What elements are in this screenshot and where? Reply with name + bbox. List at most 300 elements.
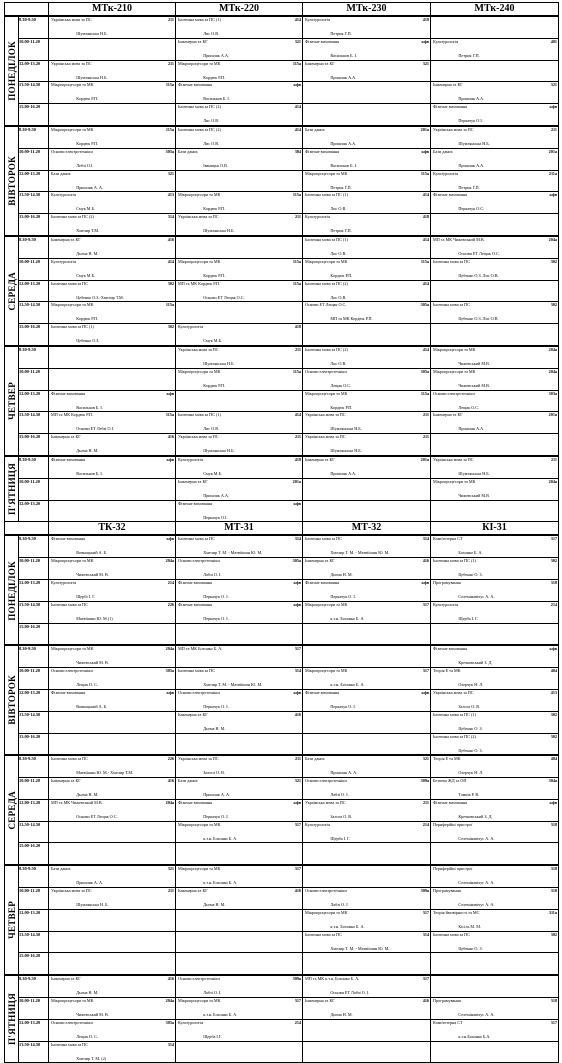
room-number: кфв	[421, 148, 429, 154]
lesson-cell	[176, 456, 303, 478]
subject-name: Іноземна мова за ПС (1)	[178, 18, 221, 22]
lesson-cell	[176, 953, 303, 975]
teacher-name: МП та МК Кордюк Р.П.	[330, 317, 373, 322]
subject-name: Іноземна мова за ПС	[305, 537, 342, 542]
subject-name: Мікропроцесори та МК	[433, 369, 476, 374]
room-number: 418	[294, 324, 301, 330]
time-slot: 13.50-14.50	[19, 82, 49, 104]
subject-name: Мікропроцесори та МК	[305, 910, 348, 915]
subject-name: Культурологія	[178, 1020, 204, 1025]
subject-name: Культурологія	[305, 18, 331, 22]
lesson-row	[5, 148, 559, 170]
teacher-name: Лис О.В.	[330, 207, 347, 212]
timetable-sheet	[4, 2, 558, 1061]
teacher-name: Чижевський М.В.	[458, 493, 490, 498]
room-number: 302	[167, 280, 174, 286]
teacher-name: Кречковський З. Д.	[458, 661, 493, 666]
lesson-cell	[176, 126, 303, 148]
lesson-cell	[49, 38, 176, 60]
room-number: 414	[422, 236, 429, 242]
lesson-row	[5, 689, 559, 711]
lesson-cell	[176, 535, 303, 557]
subject-name: Основи електротехніки	[51, 669, 93, 674]
room-number: 204а	[548, 346, 557, 352]
teacher-name: Щерба І. Г.	[330, 836, 351, 841]
room-number: 416	[422, 998, 429, 1004]
subject-name: Мікропроцесори та МК	[51, 559, 94, 564]
room-number: 115а	[420, 170, 429, 176]
lesson-row	[5, 799, 559, 821]
subject-name: Фізичне виховання	[305, 580, 340, 585]
room-number: 418	[422, 214, 429, 220]
day-label: П'ЯТНИЦЯ	[7, 463, 17, 516]
teacher-name: Селемінавічус А. А.	[458, 836, 495, 841]
subject-name: Інженерна та КГ	[433, 83, 463, 88]
lesson-cell	[431, 104, 559, 126]
teacher-name: Кордюк Р.П.	[330, 273, 353, 278]
subject-name: Іноземна мова за ПС (2)	[305, 281, 348, 286]
time-slot: 12.00-13.20	[19, 60, 49, 82]
room-number: 115а	[292, 258, 301, 264]
subject-name: Інженерна та КГ	[178, 889, 208, 894]
lesson-cell	[176, 82, 303, 104]
teacher-name: Петрик Г.П.	[330, 32, 352, 36]
lesson-cell	[303, 368, 431, 390]
subject-name: Мікропроцесори та МК	[433, 347, 476, 352]
lesson-cell	[431, 821, 559, 843]
room-number: 115а	[292, 280, 301, 286]
lesson-cell	[49, 346, 176, 368]
time-slot: 15.00-16.20	[19, 733, 49, 755]
room-number: 414	[422, 346, 429, 352]
lesson-cell	[176, 843, 303, 865]
lesson-cell	[49, 258, 176, 280]
lesson-cell	[303, 148, 431, 170]
lesson-row	[5, 909, 559, 931]
room-number: 401	[550, 38, 557, 44]
room-number: 318	[550, 866, 557, 872]
time-slot: 10.00-11.20	[19, 258, 49, 280]
room-number: 211	[167, 17, 174, 22]
room-number: 321	[422, 60, 429, 66]
lesson-cell	[303, 1019, 431, 1041]
subject-name: Культурологія	[51, 193, 77, 198]
teacher-name: Перкачук О. І.	[203, 814, 229, 819]
subject-name: Інженерна та КГ	[178, 479, 208, 484]
subject-name: Мікропроцесори та МК	[305, 171, 348, 176]
subject-name: Мікропроцесори та МК	[51, 999, 94, 1004]
teacher-name: Шумлянська Н.Б.	[76, 75, 108, 80]
lesson-cell	[49, 280, 176, 302]
room-number: 314	[422, 536, 429, 542]
lesson-cell	[431, 236, 559, 258]
room-number: 318	[550, 888, 557, 894]
teacher-name: Шумлянська Н.Б.	[203, 449, 235, 454]
lesson-cell	[431, 998, 559, 1020]
subject-name: Іноземна мова за ПС	[51, 281, 88, 286]
room-number: 211а	[548, 170, 557, 176]
lesson-cell	[303, 821, 431, 843]
subject-name: Програмування	[433, 999, 461, 1004]
time-slot: 8.30-9.50	[19, 865, 49, 887]
lesson-cell	[176, 998, 303, 1020]
subject-name: Мікропроцесори та МК	[433, 479, 476, 484]
lesson-cell	[303, 456, 431, 478]
lesson-cell	[176, 888, 303, 910]
lesson-cell	[303, 601, 431, 623]
group-header: КІ-31	[431, 522, 559, 536]
lesson-row	[5, 500, 559, 522]
lesson-row	[5, 579, 559, 601]
teacher-name: Шумлянська Н. Б.	[76, 903, 109, 908]
lesson-row	[5, 888, 559, 910]
lesson-cell	[176, 711, 303, 733]
lesson-cell	[49, 623, 176, 645]
lesson-cell	[176, 192, 303, 214]
room-number: 317	[422, 976, 429, 982]
lesson-cell	[431, 733, 559, 755]
subject-name: Мікропроцесори та МК	[305, 602, 348, 607]
teacher-name: Смук М.Б.	[76, 207, 96, 212]
lesson-cell	[49, 16, 176, 38]
time-slot: 13.50-14.50	[19, 302, 49, 324]
lesson-cell	[49, 60, 176, 82]
lesson-cell	[303, 888, 431, 910]
lesson-cell	[49, 390, 176, 412]
time-slot: 12.00-13.20	[19, 1019, 49, 1041]
lesson-cell	[176, 778, 303, 800]
lesson-cell	[176, 258, 303, 280]
lesson-row	[5, 711, 559, 733]
teacher-name: Лабзі О. І.	[330, 903, 349, 908]
lesson-cell	[176, 214, 303, 236]
subject-name: Інженерна та КГ	[51, 435, 81, 440]
lesson-cell	[431, 258, 559, 280]
time-slot: 15.00-16.20	[19, 104, 49, 126]
time-slot: 8.30-9.50	[19, 755, 49, 777]
time-slot: 15.00-16.20	[19, 324, 49, 346]
lesson-cell	[49, 821, 176, 843]
lesson-cell	[431, 478, 559, 500]
lesson-cell	[49, 434, 176, 456]
teacher-name: Чижевський М.В.	[458, 361, 490, 366]
room-number: кфв	[421, 579, 429, 585]
lesson-row	[5, 302, 559, 324]
teacher-name: Пришляк А.А.	[458, 97, 485, 102]
time-slot: 13.50-14.50	[19, 192, 49, 214]
subject-name: Іноземна мова за ПС	[51, 602, 88, 607]
teacher-name: Щербі І. Г.	[76, 594, 96, 599]
subject-name: Безпека ЖД та ОП	[433, 779, 467, 784]
subject-name: Інженерна та КГ	[305, 61, 335, 66]
subject-name: МП та МК к.т.н. Бохонко Б. А.	[305, 977, 360, 982]
time-slot: 12.00-13.20	[19, 579, 49, 601]
room-number: 226	[167, 601, 174, 607]
teacher-name: Шумлянська Н.Б.	[330, 427, 362, 432]
lesson-row	[5, 390, 559, 412]
lesson-cell	[49, 668, 176, 690]
room-number: 211	[167, 888, 174, 894]
room-number: 115а	[165, 82, 174, 88]
lesson-cell	[431, 456, 559, 478]
subject-name: Основи ЕТ Лещак О.С.	[305, 303, 347, 308]
group-header: ТК-32	[49, 522, 176, 536]
lesson-cell	[49, 601, 176, 623]
teacher-name: Хмелир Т. М. - Матвіїшин Ю. М.	[203, 551, 263, 556]
lesson-cell	[176, 16, 303, 38]
subject-name: МП та МК Кордюк Р.П.	[51, 413, 94, 418]
room-number: 317	[550, 1019, 557, 1025]
room-number: 414	[294, 126, 301, 132]
lesson-cell	[176, 668, 303, 690]
teacher-name: Петрик Г.П.	[458, 185, 480, 190]
lesson-cell	[303, 799, 431, 821]
room-number: кфв	[166, 536, 174, 542]
room-number: 211	[422, 434, 429, 440]
teacher-name: Пришляк А.А.	[203, 53, 230, 58]
lesson-cell	[431, 324, 559, 346]
lesson-cell	[431, 558, 559, 580]
lesson-cell	[431, 302, 559, 324]
room-number: 204а	[548, 236, 557, 242]
lesson-cell	[303, 645, 431, 667]
lesson-cell	[49, 126, 176, 148]
room-number: кфв	[293, 579, 301, 585]
day-label-cell	[5, 236, 19, 346]
subject-name: Бази даних	[51, 867, 71, 872]
teacher-name: Лабзі О. І.	[203, 573, 222, 578]
time-slot: 10.00-11.20	[19, 148, 49, 170]
subject-name: Теорія ймовірності та МС	[433, 910, 480, 915]
room-number: 302	[550, 558, 557, 564]
subject-name: Мікропроцесори та МК	[178, 259, 221, 264]
teacher-name: Пришляк А.А.	[458, 427, 485, 432]
room-number: кфв	[293, 82, 301, 88]
teacher-name: Хмелир Т.М.	[76, 229, 100, 234]
subject-name: МП та МК Бохонко Б. А.	[178, 647, 223, 652]
lesson-cell	[303, 16, 431, 38]
room-number: 414	[294, 104, 301, 110]
lesson-cell	[431, 909, 559, 931]
lesson-cell	[176, 104, 303, 126]
teacher-name: к.т.н. Бохонко Б. А.	[330, 616, 365, 621]
lesson-cell	[303, 909, 431, 931]
lesson-cell	[176, 558, 303, 580]
time-slot: 13.50-14.50	[19, 601, 49, 623]
lesson-cell	[303, 236, 431, 258]
teacher-name: Іваницьк О.В.	[203, 163, 228, 168]
time-slot: 13.50-14.50	[19, 711, 49, 733]
subject-name: Іноземна мова за ПС (1)	[51, 325, 94, 330]
subject-name: Іноземна мова за ПС (2)	[51, 215, 94, 220]
lesson-row	[5, 558, 559, 580]
room-number: 204а	[165, 799, 174, 805]
teacher-name: Селемінавічус А. А.	[458, 1013, 495, 1018]
lesson-row	[5, 170, 559, 192]
subject-name: Фізичне виховання	[178, 602, 213, 607]
time-slot: 13.50-14.50	[19, 931, 49, 953]
teacher-name: Перкачук О. І.	[203, 704, 229, 709]
subject-name: Мікропроцесори та МК	[51, 303, 94, 308]
teacher-name: Шумлянська Н.Б.	[76, 32, 108, 36]
time-slot: 10.00-11.20	[19, 888, 49, 910]
day-label: ПОНЕДІЛОК	[7, 560, 17, 621]
subject-name: Фізичне виховання	[305, 39, 340, 44]
lesson-cell	[303, 865, 431, 887]
teacher-name: Цебенко О.З.	[76, 339, 100, 344]
lesson-cell	[431, 778, 559, 800]
time-slot: 15.00-16.20	[19, 953, 49, 975]
room-number: 115а	[165, 412, 174, 418]
lesson-cell	[49, 456, 176, 478]
subject-name: Мікропроцесори та МК	[51, 647, 94, 652]
teacher-name: Цебенко О.З. Лис О.В.	[458, 317, 499, 322]
subject-name: Периферійні пристрої	[433, 822, 473, 827]
lesson-cell	[49, 998, 176, 1020]
lesson-cell	[176, 1019, 303, 1041]
teacher-name: Перкачук О. І.	[203, 594, 229, 599]
teacher-name: Перкачук О. І.	[330, 704, 356, 709]
subject-name: Мікропроцесори та МК	[178, 999, 221, 1004]
teacher-name: Шумлянська Н.Б.	[203, 361, 235, 366]
subject-name: Українська мова за ПС	[305, 435, 346, 440]
lesson-cell	[303, 778, 431, 800]
lesson-row	[5, 346, 559, 368]
subject-name: Бази даних	[433, 149, 453, 154]
time-slot: 8.30-9.50	[19, 126, 49, 148]
teacher-name: Пришляк А.А.	[330, 141, 357, 146]
teacher-name: Васильков Б. І.	[330, 163, 358, 168]
room-number: 201а	[548, 412, 557, 418]
day-label: ВІВТОРОК	[7, 156, 17, 206]
subject-name: Українська мова за ПС	[433, 127, 474, 132]
teacher-name: Основи ЕТ Лещак О.С.	[458, 251, 500, 256]
room-number: 317	[294, 821, 301, 827]
lesson-cell	[303, 60, 431, 82]
lesson-row	[5, 192, 559, 214]
teacher-name: Петрик Г.П.	[330, 185, 352, 190]
room-number: 211	[294, 214, 301, 220]
time-slot: 10.00-11.20	[19, 668, 49, 690]
teacher-name: Дьома Н. М.	[76, 793, 99, 798]
subject-name: Фізичне виховання	[51, 537, 86, 542]
time-slot: 8.30-9.50	[19, 346, 49, 368]
teacher-name: Матвіїшин Ю. М.(1)	[76, 616, 113, 621]
lesson-row	[5, 82, 559, 104]
subject-name: Фізичне виховання	[51, 391, 86, 396]
subject-name: Мікропроцесори та МК	[305, 669, 348, 674]
lesson-cell	[49, 843, 176, 865]
subject-name: Бази даних	[51, 171, 71, 176]
room-number: 115а	[420, 390, 429, 396]
room-number: 416	[422, 558, 429, 564]
timetable-grid	[4, 2, 559, 1063]
subject-name: Бази даних	[305, 757, 325, 762]
lesson-cell	[49, 1019, 176, 1041]
room-number: 115а	[292, 192, 301, 198]
teacher-name: Пришляк А. А.	[76, 185, 104, 190]
teacher-name: Дьома Н. М.	[203, 726, 226, 731]
day-label-cell	[5, 346, 19, 456]
lesson-cell	[303, 192, 431, 214]
day-label: ЧЕТВЕР	[7, 901, 17, 940]
subject-name: Інженерна та КГ	[51, 237, 81, 242]
lesson-cell	[303, 126, 431, 148]
lesson-row	[5, 821, 559, 843]
room-number: 413	[167, 192, 174, 198]
lesson-cell	[431, 170, 559, 192]
lesson-row	[5, 280, 559, 302]
room-number: 416	[167, 976, 174, 982]
teacher-name: Васильков Б. І.	[203, 97, 230, 102]
room-number: 115а	[420, 258, 429, 264]
lesson-cell	[49, 192, 176, 214]
subject-name: Фізичне виховання	[433, 105, 468, 110]
room-number: 226	[167, 756, 174, 762]
lesson-cell	[431, 975, 559, 997]
day-label: СЕРЕДА	[7, 791, 17, 830]
lesson-cell	[303, 38, 431, 60]
room-number: 115а	[292, 368, 301, 374]
room-number: 321	[167, 866, 174, 872]
teacher-name: Залога О. В.	[458, 704, 481, 709]
subject-name: Мікропроцесори та МК	[178, 822, 221, 827]
lesson-row	[5, 368, 559, 390]
teacher-name: Чижевський М. В.	[76, 573, 109, 578]
subject-name: Фізичне виховання	[178, 800, 213, 805]
teacher-name: Перкачук О.І.	[203, 515, 228, 520]
lesson-cell	[303, 711, 431, 733]
teacher-name: Щерба І. Г.	[458, 616, 479, 621]
room-number: 305а	[165, 1019, 174, 1025]
lesson-cell	[303, 998, 431, 1020]
subject-name: Фізичне виховання	[433, 193, 468, 198]
lesson-cell	[176, 579, 303, 601]
lesson-cell	[431, 82, 559, 104]
lesson-cell	[176, 236, 303, 258]
lesson-row	[5, 434, 559, 456]
teacher-name: Залога О. В.	[203, 771, 225, 776]
lesson-row	[5, 733, 559, 755]
subject-name: Бази даних	[305, 127, 325, 132]
room-number: 214	[294, 1019, 301, 1025]
lesson-cell	[176, 280, 303, 302]
room-number: 204а	[548, 478, 557, 484]
subject-name: Інженерна та КГ	[305, 457, 335, 462]
teacher-name: Лещак О.С.	[458, 405, 480, 410]
room-number: 302	[550, 258, 557, 264]
lesson-cell	[49, 214, 176, 236]
lesson-cell	[303, 931, 431, 953]
time-slot: 13.50-14.50	[19, 412, 49, 434]
lesson-row	[5, 456, 559, 478]
subject-name: Українська мова за ПС	[178, 215, 219, 220]
teacher-name: Селемінавічус А. А.	[458, 881, 495, 886]
lesson-cell	[303, 412, 431, 434]
teacher-name: Селемінавічус А. А.	[458, 903, 495, 908]
subject-name: Культурологія	[51, 580, 77, 585]
teacher-name: Чижевський М.В.	[458, 383, 490, 388]
subject-name: Культурологія	[178, 457, 204, 462]
room-number: 211	[294, 346, 301, 352]
lesson-cell	[303, 579, 431, 601]
lesson-cell	[431, 645, 559, 667]
lesson-row	[5, 324, 559, 346]
room-number: 317	[422, 909, 429, 915]
room-number: 302	[550, 302, 557, 308]
room-number: кфв	[166, 390, 174, 396]
day-label-cell	[5, 865, 19, 975]
